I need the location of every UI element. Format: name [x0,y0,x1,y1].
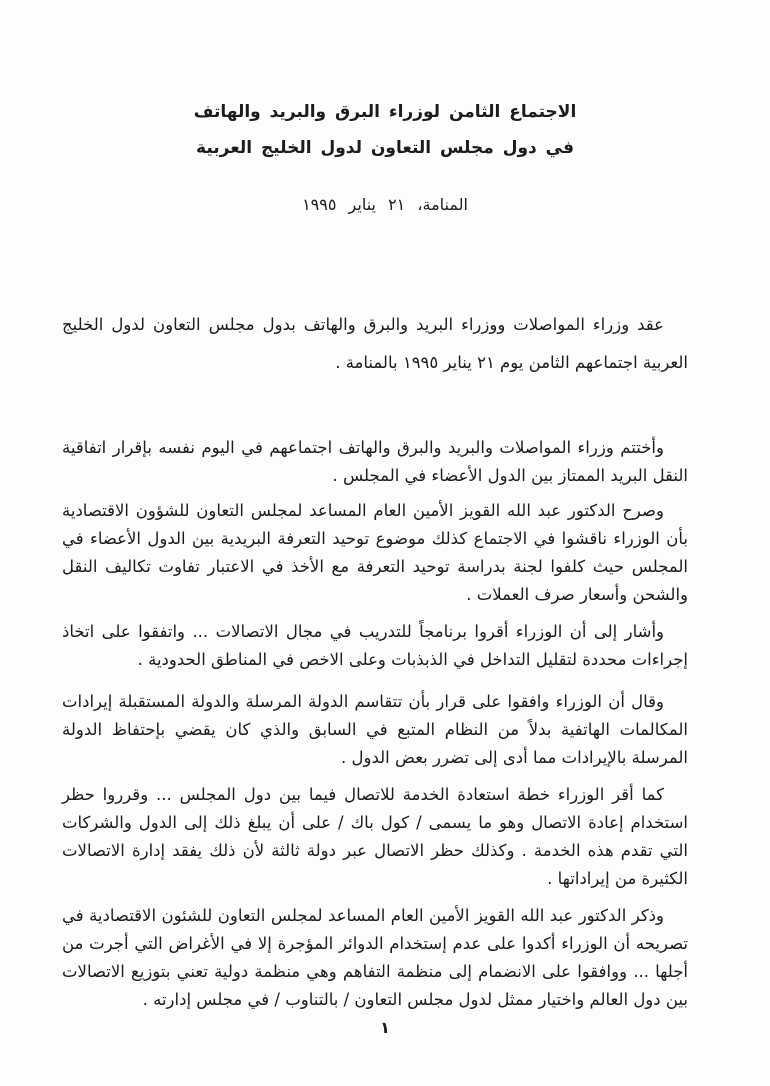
body-paragraph-2: وأختتم وزراء المواصلات والبريد والبرق والهاتف اجتماعهم في اليوم نفسه بإقرار اتفاقية النقل البريد الممتاز بين الدول الأعضاء في المجلس . [62,438,688,485]
body-paragraph-3: وصرح الدكتور عبد الله القويز الأمين العام المساعد لمجلس التعاون للشؤون الاقتصادية بأن الوزراء ناقشوا في الاجتماع كذلك موضوع توحيد التعرفة البريدية بين الدول الأعضاء في المجلس حيث كلفوا لجنة بدراسة توحيد التعرفة مع الأخذ في الاعتبار تفاوت تكاليف النقل والشحن وأسعار صرف العملات . [62,501,688,604]
document-title-line-1: الاجتماع الثامن لوزراء البرق والبريد والهاتف [193,102,577,122]
body-paragraph-7: وذكر الدكتور عبد الله القويز الأمين العام المساعد لمجلس التعاون للشئون الاقتصادية في تصريحه أن الوزراء أكدوا على عدم إستخدام الدوائر المؤجرة إلا في الأغراض التي أجرت من أجلها ... ووافقوا على الانضمام إلى منظمة التفاهم وهي منظمة دولية تعني بتوزيع الاتصالات بين دول العالم واختيار ممثل لدول مجلس التعاون / بالتناوب / في مجلس إدارته . [62,906,688,1009]
document-title-line-2: في دول مجلس التعاون لدول الخليج العربية [196,138,574,158]
body-paragraph-1: عقد وزراء المواصلات ووزراء البريد والبرق والهاتف بدول مجلس التعاون لدول الخليج العربية اجتماعهم الثامن يوم ٢١ يناير ١٩٩٥ بالمنامة . [62,315,688,372]
body-paragraph-4: وأشار إلى أن الوزراء أقروا برنامجاً للتدريب في مجال الاتصالات ... واتفقوا على اتخاذ إجراءات محددة لتقليل التداخل في الذبذبات وعلى الاخص في المناطق الحدودية . [62,622,688,669]
document-header [0,0,770,218]
page-number: ١ [380,1018,390,1037]
document-body [62,306,688,1014]
body-paragraph-6: كما أقر الوزراء خطة استعادة الخدمة للاتصال فيما بين دول المجلس ... وقرروا حظر استخدام إعادة الاتصال وهو ما يسمى / كول باك / على أن يبلغ ذلك إلى الدول والشركات التي تقدم هذه الخدمة . وكذلك حظر الاتصال عبر دولة ثالثة لأن ذلك يفقد إدارة الاتصالات الكثيرة من إيراداتها . [62,785,688,888]
body-paragraph-5: وقال أن الوزراء وافقوا على قرار بأن تتقاسم الدولة المرسلة والدولة المستقبلة إيرادات المكالمات الهاتفية بدلاً من النظام المتبع في السابق والذي كان يقضي بإحتفاظ الدولة المرسلة بالإيرادات مما أدى إلى تضرر بعض الدول . [62,692,688,767]
document-dateline: المنامة، ٢١ يناير ١٩٩٥ [302,195,468,214]
